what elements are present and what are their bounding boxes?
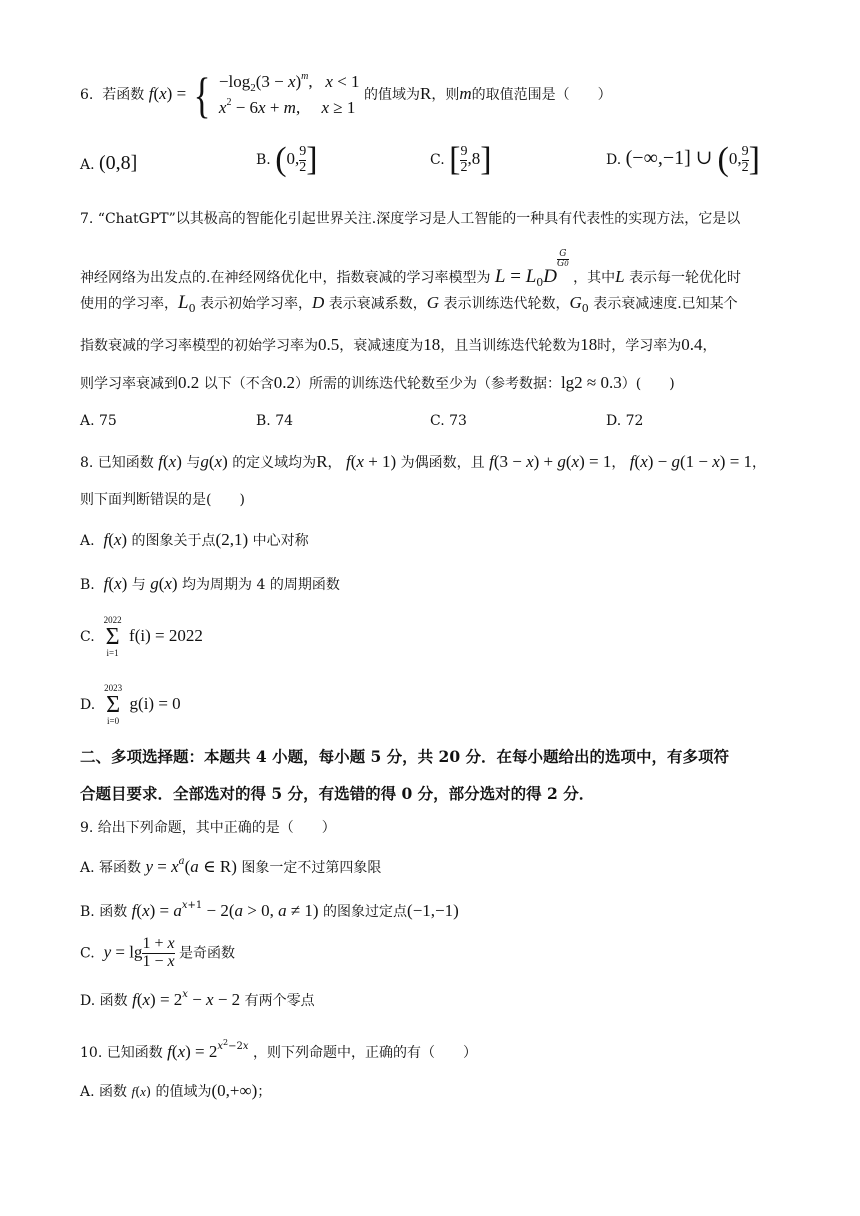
q8-option-b: B. f(x) 与 g(x) 均为周期为 4 的周期函数 [80,574,340,593]
q7-option-c: C. 73 [430,413,467,429]
q8-option-a: A. f(x) 的图象关于点(2,1) 中心对称 [80,530,309,549]
question-9-stem: 9. 给出下列命题，其中正确的是（ ） [80,820,336,836]
question-7-line-1: 7. “ChatGPT”以其极高的智能化引起世界关注.深度学习是人工智能的一种具有代表性的实现方法，它是以 [80,211,741,227]
q10-option-a: A. 函数 f(x) 的值域为(0,+∞)； [80,1081,272,1100]
q8-option-d: D. 2023 Σ i=0 g(i) = 0 [80,683,181,726]
q6-option-d: D. (−∞,−1] ∪ (0, $\frac{9}{2}$ ] [606,141,760,178]
q6-option-a: A. (0,8] [80,152,138,174]
question-7-line-2: 神经网络为出发点的.在神经网络优化中，指数衰减的学习率模型为 $L = L_0D$ $\frac{G}{G0}$ ，其中L 表示每一轮优化时 [80,249,742,289]
question-7-line-4: 指数衰减的学习率模型的初始学习率为0.5，衰减速度为18，且当训练迭代轮数为18时，学习率为0.4， [80,335,717,354]
q9-option-b: B. 函数 $f(x) = a^{x+1} - 2(a > 0$, a ≠ 1) 的图象过定点(−1,−1) [80,900,459,920]
sigma-sum: 2023 Σ i=0 [104,683,123,726]
question-8-line-1: 8. 已知函数 f(x) 与g(x) 的定义域均为R， f(x + 1) 为偶函数，且 f(3 − x) + g(x) = 1， f(x) − g(1 − x) = 1， [80,452,767,471]
q7-option-d: D. 72 [606,413,644,429]
q7-option-a: A. 75 [80,413,117,429]
q9-option-c: C. y = lg $\frac{1 + x}{1 - x}$ 是奇函数 [80,935,236,970]
sigma-sum: 2022 Σ i=1 [103,615,122,658]
section-2-heading-line-1: 二、多项选择题：本题共 4 小题，每小题 5 分，共 20 分．在每小题给出的选项中，有多项符 [80,747,730,766]
question-7-line-3: 使用的学习率，$L_0$ 表示初始学习率，D 表示衰减系数，G 表示训练迭代轮数，$G_0$ 表示衰减速度.已知某个 [80,292,738,315]
q6-option-c: C. [ $\frac{9}{2}$ ,8] [430,141,492,178]
question-7-line-5: 则学习率衰减到0.2 以下（不含0.2）所需的训练迭代轮数至少为（参考数据：lg2 ≈ 0.3）( ) [80,373,675,392]
q7-option-b: B. 74 [256,413,294,429]
q9-option-a: A. 幂函数 $y = x^a(a$ ∈ R) 图象一定不过第四象限 [80,856,382,876]
q8-option-c: C. 2022 Σ i=1 f(i) = 2022 [80,615,203,658]
section-2-heading-line-2: 合题目要求．全部选对的得 5 分，有选错的得 0 分，部分选对的得 2 分． [80,784,595,803]
question-8-line-2: 则下面判断错误的是( ) [80,492,245,508]
q6-option-b: B. (0, $\frac{9}{2}$ ] [256,141,318,178]
question-6-stem: 6. 若函数 f(x) = { $-\log_2(3 - x)^m$, x < 1 $x^2 - 6x + m$, x ≥ 1 的值域为R，则m的取值范围是（ ） [80,67,612,123]
q9-option-d: D. 函数 $f(x) = 2^x - x - 2$ 有两个零点 [80,989,315,1009]
question-10-stem: 10. 已知函数 $f(x) = 2^{x^2-2x}$ ，则下列命题中，正确的有（ ） [80,1038,477,1061]
